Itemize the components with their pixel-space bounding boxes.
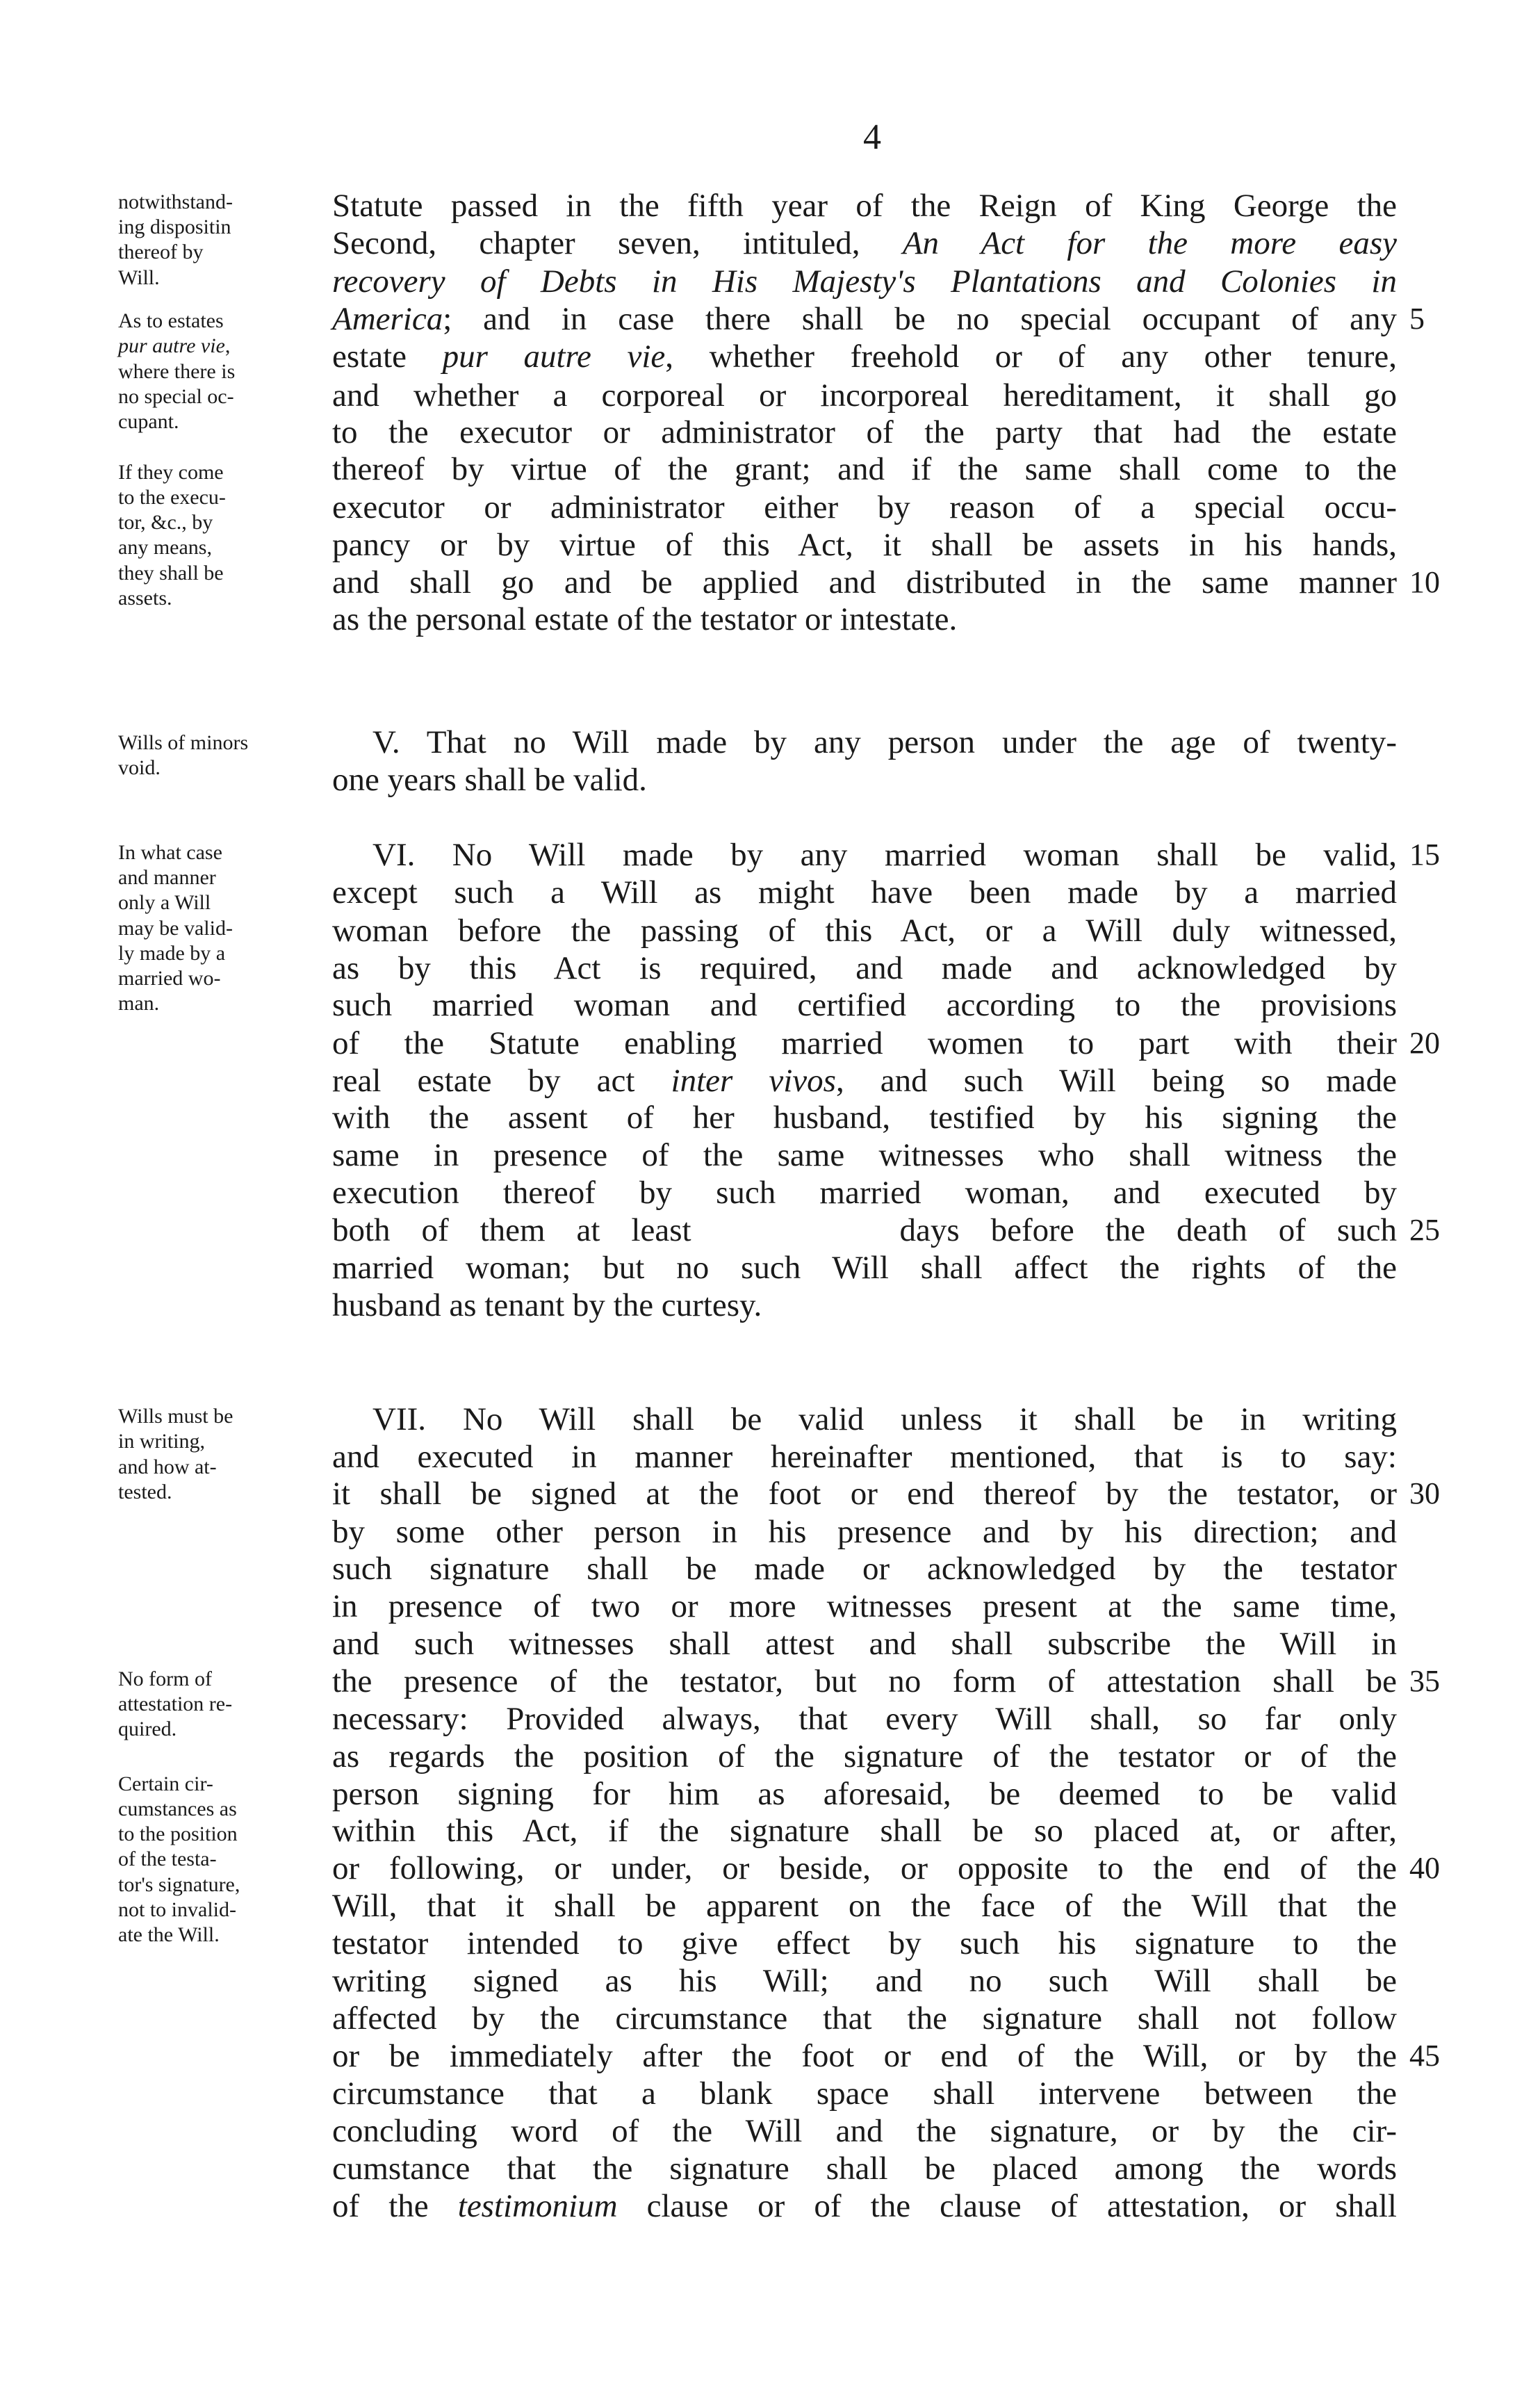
- margin-note-line: pur autre vie,: [118, 334, 231, 357]
- margin-note-line: where there is: [118, 360, 236, 383]
- margin-note-line: No form of: [118, 1667, 212, 1690]
- body-line: V. That no Will made by any person under the age of twenty-: [372, 724, 1397, 760]
- body-line: such married woman and certified according to the provisions: [332, 987, 1397, 1023]
- body-line: Will, that it shall be apparent on the face of the Will that the: [332, 1888, 1397, 1924]
- body-line: cumstance that the signature shall be placed among the words: [332, 2151, 1397, 2187]
- body-line: and such witnesses shall attest and shall subscribe the Will in: [332, 1626, 1397, 1662]
- line-number: 20: [1409, 1026, 1440, 1060]
- margin-note-line: Wills must be: [118, 1405, 234, 1428]
- line-number: 10: [1409, 565, 1440, 599]
- margin-note-line: not to invalid-: [118, 1898, 236, 1921]
- margin-note-line: In what case: [118, 841, 222, 864]
- margin-note-line: ing dispositin: [118, 215, 231, 238]
- body-line: same in presence of the same witnesses who shall witness the: [332, 1137, 1397, 1173]
- body-line: VII. No Will shall be valid unless it shall be in writing: [372, 1401, 1397, 1437]
- margin-note-line: If they come: [118, 461, 224, 484]
- body-line: circumstance that a blank space shall intervene between the: [332, 2075, 1397, 2112]
- body-line: thereof by virtue of the grant; and if the same shall come to the: [332, 451, 1397, 487]
- body-line: executor or administrator either by reason of a special occu-: [332, 489, 1397, 525]
- body-line: and executed in manner hereinafter mentioned, that is to say:: [332, 1439, 1397, 1475]
- margin-note-line: Certain cir-: [118, 1772, 213, 1795]
- body-line: Statute passed in the fifth year of the Reign of King George the: [332, 188, 1397, 224]
- page-number: 4: [863, 117, 881, 157]
- margin-note-line: cumstances as: [118, 1797, 237, 1820]
- line-number: 45: [1409, 2039, 1440, 2073]
- body-line: and shall go and be applied and distributed in the same manner: [332, 564, 1397, 601]
- margin-note-line: assets.: [118, 587, 172, 610]
- margin-note-line: they shall be: [118, 562, 224, 585]
- margin-note-line: ly made by a: [118, 942, 226, 965]
- margin-note-line: tested.: [118, 1480, 172, 1503]
- margin-note-line: ate the Will.: [118, 1923, 220, 1946]
- body-line: affected by the circumstance that the signature shall not follow: [332, 2000, 1397, 2037]
- body-line: husband as tenant by the curtesy.: [332, 1287, 762, 1323]
- body-line: concluding word of the Will and the signature, or by the cir-: [332, 2113, 1397, 2149]
- body-line: writing signed as his Will; and no such Will shall be: [332, 1963, 1397, 1999]
- body-line: both of them at least days before the death of such: [332, 1212, 1397, 1248]
- body-line: of the testimonium clause or of the clause of attestation, or shall: [332, 2188, 1397, 2224]
- body-line: and whether a corporeal or incorporeal hereditament, it shall go: [332, 377, 1397, 414]
- margin-note-line: to the position: [118, 1822, 238, 1845]
- body-line: Second, chapter seven, intituled, An Act for the more easy: [332, 225, 1397, 261]
- body-line: the presence of the testator, but no form of attestation shall be: [332, 1663, 1397, 1699]
- body-line: to the executor or administrator of the party that had the estate: [332, 414, 1397, 450]
- body-line: pancy or by virtue of this Act, it shall be assets in his hands,: [332, 527, 1397, 563]
- body-line: VI. No Will made by any married woman shall be valid,: [372, 837, 1397, 873]
- margin-note-line: As to estates: [118, 309, 224, 332]
- body-line: as the personal estate of the testator or intestate.: [332, 601, 958, 637]
- body-line: estate pur autre vie, whether freehold or of any other tenure,: [332, 338, 1397, 375]
- line-number: 25: [1409, 1213, 1440, 1247]
- body-line: as by this Act is required, and made and acknowledged by: [332, 950, 1397, 986]
- body-line: or be immediately after the foot or end of the Will, or by the: [332, 2038, 1397, 2074]
- margin-note-line: attestation re-: [118, 1692, 233, 1715]
- body-line: with the assent of her husband, testified by his signing the: [332, 1100, 1397, 1136]
- body-line: woman before the passing of this Act, or a Will duly witnessed,: [332, 913, 1397, 949]
- margin-note-line: notwithstand-: [118, 190, 233, 213]
- body-line: America; and in case there shall be no special occupant of any: [332, 301, 1397, 337]
- body-line: necessary: Provided always, that every Will shall, so far only: [332, 1701, 1397, 1737]
- body-line: testator intended to give effect by such his signature to the: [332, 1925, 1397, 1961]
- body-line: married woman; but no such Will shall affect the rights of the: [332, 1250, 1397, 1286]
- margin-note-line: and how at-: [118, 1455, 217, 1478]
- body-line: except such a Will as might have been made by a married: [332, 874, 1397, 911]
- body-line: such signature shall be made or acknowledged by the testator: [332, 1551, 1397, 1587]
- margin-note-line: and manner: [118, 866, 216, 889]
- margin-note-line: any means,: [118, 536, 212, 559]
- margin-note-line: no special oc-: [118, 385, 234, 408]
- margin-note-line: Will.: [118, 266, 160, 289]
- body-line: one years shall be valid.: [332, 762, 647, 798]
- body-line: or following, or under, or beside, or opposite to the end of the: [332, 1850, 1397, 1886]
- margin-note-line: man.: [118, 992, 160, 1015]
- margin-note-line: only a Will: [118, 891, 211, 914]
- margin-note-line: cupant.: [118, 410, 179, 433]
- margin-note-line: to the execu-: [118, 486, 226, 509]
- margin-note-line: married wo-: [118, 967, 221, 990]
- line-number: 40: [1409, 1851, 1440, 1885]
- body-line: recovery of Debts in His Majesty's Plantations and Colonies in: [332, 263, 1397, 300]
- body-line: by some other person in his presence and by his direction; and: [332, 1514, 1397, 1550]
- body-line: it shall be signed at the foot or end thereof by the testator, or: [332, 1476, 1397, 1512]
- body-line: execution thereof by such married woman, and executed by: [332, 1175, 1397, 1211]
- margin-note-line: tor, &c., by: [118, 511, 213, 534]
- body-line: of the Statute enabling married women to part with their: [332, 1025, 1397, 1061]
- margin-note-line: in writing,: [118, 1430, 205, 1453]
- margin-note-line: Wills of minors: [118, 731, 249, 754]
- margin-note-line: tor's signature,: [118, 1873, 240, 1896]
- body-line: as regards the position of the signature of the testator or of the: [332, 1738, 1397, 1774]
- line-number: 15: [1409, 838, 1440, 872]
- margin-note-line: void.: [118, 756, 161, 779]
- line-number: 35: [1409, 1664, 1440, 1698]
- body-line: real estate by act inter vivos, and such Will being so made: [332, 1063, 1397, 1099]
- margin-note-line: of the testa-: [118, 1847, 217, 1870]
- margin-note-line: quired.: [118, 1717, 177, 1740]
- margin-note-line: thereof by: [118, 240, 204, 263]
- body-line: within this Act, if the signature shall be so placed at, or after,: [332, 1813, 1397, 1849]
- margin-note-line: may be valid-: [118, 917, 233, 940]
- body-line: in presence of two or more witnesses present at the same time,: [332, 1588, 1397, 1624]
- line-number: 5: [1409, 302, 1425, 336]
- line-number: 30: [1409, 1476, 1440, 1510]
- body-line: person signing for him as aforesaid, be deemed to be valid: [332, 1776, 1397, 1812]
